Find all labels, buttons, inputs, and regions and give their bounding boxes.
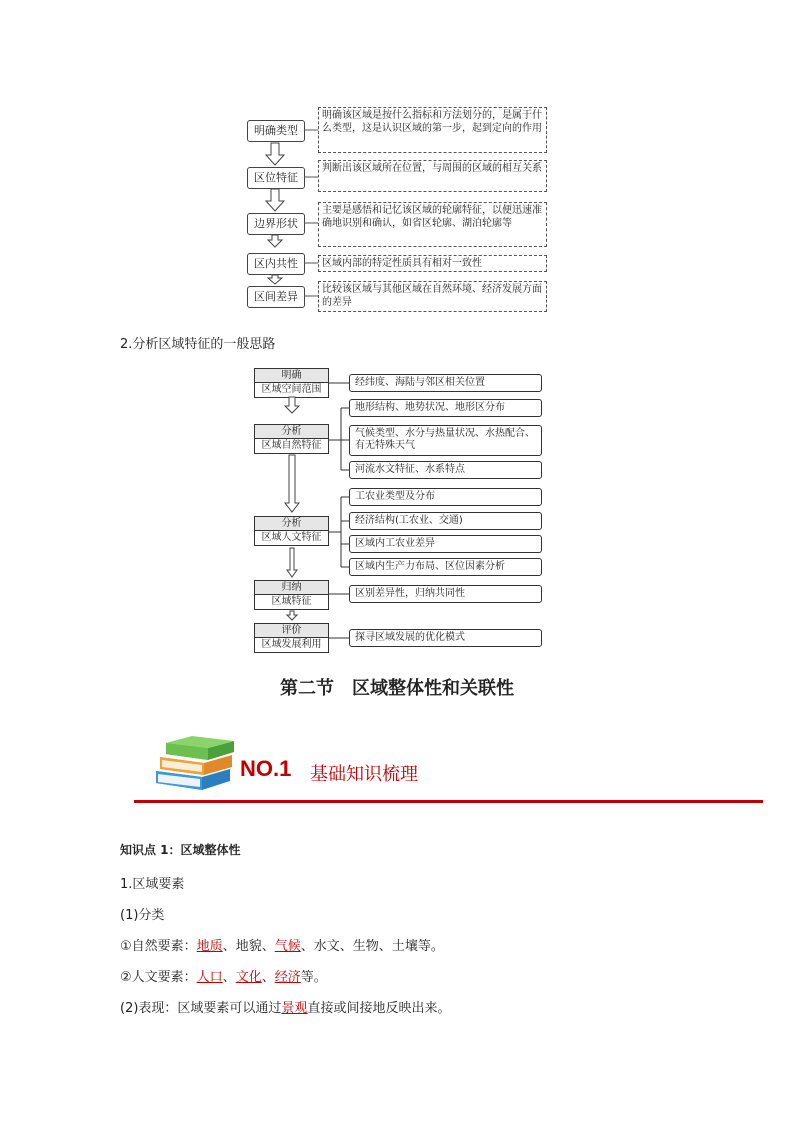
section2-title: 2.分析区域特征的一般思路 — [120, 337, 276, 352]
human-suffix: 等。 — [300, 970, 327, 985]
step-label: 区间差异 — [247, 286, 305, 308]
analysis-label-bottom: 区域特征 — [271, 596, 312, 607]
list-item: 生物 — [352, 939, 379, 954]
banner-underline — [134, 800, 763, 803]
analysis-item: 经济结构(工农业、交通) — [349, 512, 542, 530]
step-description: 主要是感悟和记忆该区域的轮廓特征，以便迅速准确地识别和确认，如省区轮廓、湖泊轮廓等 — [318, 202, 547, 247]
keyword: 地质 — [196, 939, 223, 954]
banner-title: 基础知识梳理 — [310, 764, 418, 785]
expression-suffix: 直接或间接地反映出来。 — [307, 1001, 451, 1016]
expression-prefix: (2)表现：区域要素可以通过 — [120, 1001, 282, 1016]
analysis-label-bottom: 区域发展利用 — [261, 639, 322, 650]
analysis-item: 气候类型、水分与热量状况、水热配合、有无特殊天气 — [349, 425, 542, 456]
step-label: 明确类型 — [247, 120, 305, 142]
banner-number: NO.1 — [240, 756, 292, 781]
step-description: 区域内部的特定性质具有相对一致性 — [318, 255, 547, 272]
natural-prefix: ①自然要素： — [120, 939, 197, 954]
step-label: 区内共性 — [247, 253, 305, 275]
analysis-item: 河流水文特征、水系特点 — [349, 461, 542, 479]
subheading-classification: (1)分类 — [120, 908, 165, 923]
step-description: 比较该区域与其他区域在自然环境、经济发展方面的差异 — [318, 281, 547, 312]
down-arrow-icon — [285, 397, 299, 413]
analysis-item: 区别差异性，归纳共同性 — [349, 585, 542, 603]
human-prefix: ②人文要素： — [120, 970, 197, 985]
down-arrow-icon — [287, 548, 297, 577]
list-item: 地貌 — [235, 939, 262, 954]
analysis-label-top: 分析 — [255, 517, 328, 531]
natural-suffix: 等。 — [417, 939, 444, 954]
down-arrow-icon — [287, 611, 297, 620]
analysis-item: 区域内工农业差异 — [349, 535, 542, 553]
list-item: 水文 — [313, 939, 340, 954]
knowledge-point-heading: 知识点 1：区域整体性 — [120, 843, 241, 857]
analysis-label-bottom: 区域自然特征 — [261, 440, 322, 451]
analysis-label-bottom: 区域空间范围 — [261, 384, 322, 395]
expression-line — [120, 997, 450, 1016]
step-label: 区位特征 — [247, 167, 305, 189]
list-item: 土壤 — [391, 939, 418, 954]
analysis-item: 经纬度、海陆与邻区相关位置 — [349, 374, 542, 392]
analysis-label-top: 分析 — [255, 425, 328, 439]
keyword: 气候 — [274, 939, 301, 954]
analysis-label-bottom: 区域人文特征 — [261, 532, 322, 543]
analysis-item: 地形结构、地势状况、地形区分布 — [349, 399, 542, 417]
natural-elements-line: ①自然要素：地质、地貌、气候、水文、生物、土壤等。 — [120, 939, 444, 954]
subheading-region-elements: 1.区域要素 — [120, 877, 185, 892]
books-icon — [150, 733, 240, 795]
analysis-item: 区域内生产力布局、区位因素分析 — [349, 558, 542, 576]
chapter-title: 第二节 区域整体性和关联性 — [280, 678, 514, 699]
analysis-label-top: 归纳 — [255, 581, 328, 595]
keyword: 景观 — [281, 1001, 308, 1016]
step-label: 边界形状 — [247, 213, 305, 235]
keyword: 人口 — [196, 970, 223, 985]
keyword: 经济 — [274, 970, 301, 985]
human-elements-line: ②人文要素：人口、文化、经济等。 — [120, 970, 327, 985]
step-description: 判断出该区域所在位置，与周围的区域的相互关系 — [318, 160, 547, 192]
step-description: 明确该区域是按什么指标和方法划分的，是属于什么类型，这是认识区域的第一步，起到定向的作用 — [318, 107, 547, 153]
analysis-label-top: 明确 — [255, 369, 328, 383]
analysis-label-top: 评价 — [255, 624, 328, 638]
analysis-item: 工农业类型及分布 — [349, 488, 542, 506]
keyword: 文化 — [235, 970, 262, 985]
down-arrow-icon — [285, 455, 299, 512]
analysis-item: 探寻区域发展的优化模式 — [349, 629, 542, 647]
